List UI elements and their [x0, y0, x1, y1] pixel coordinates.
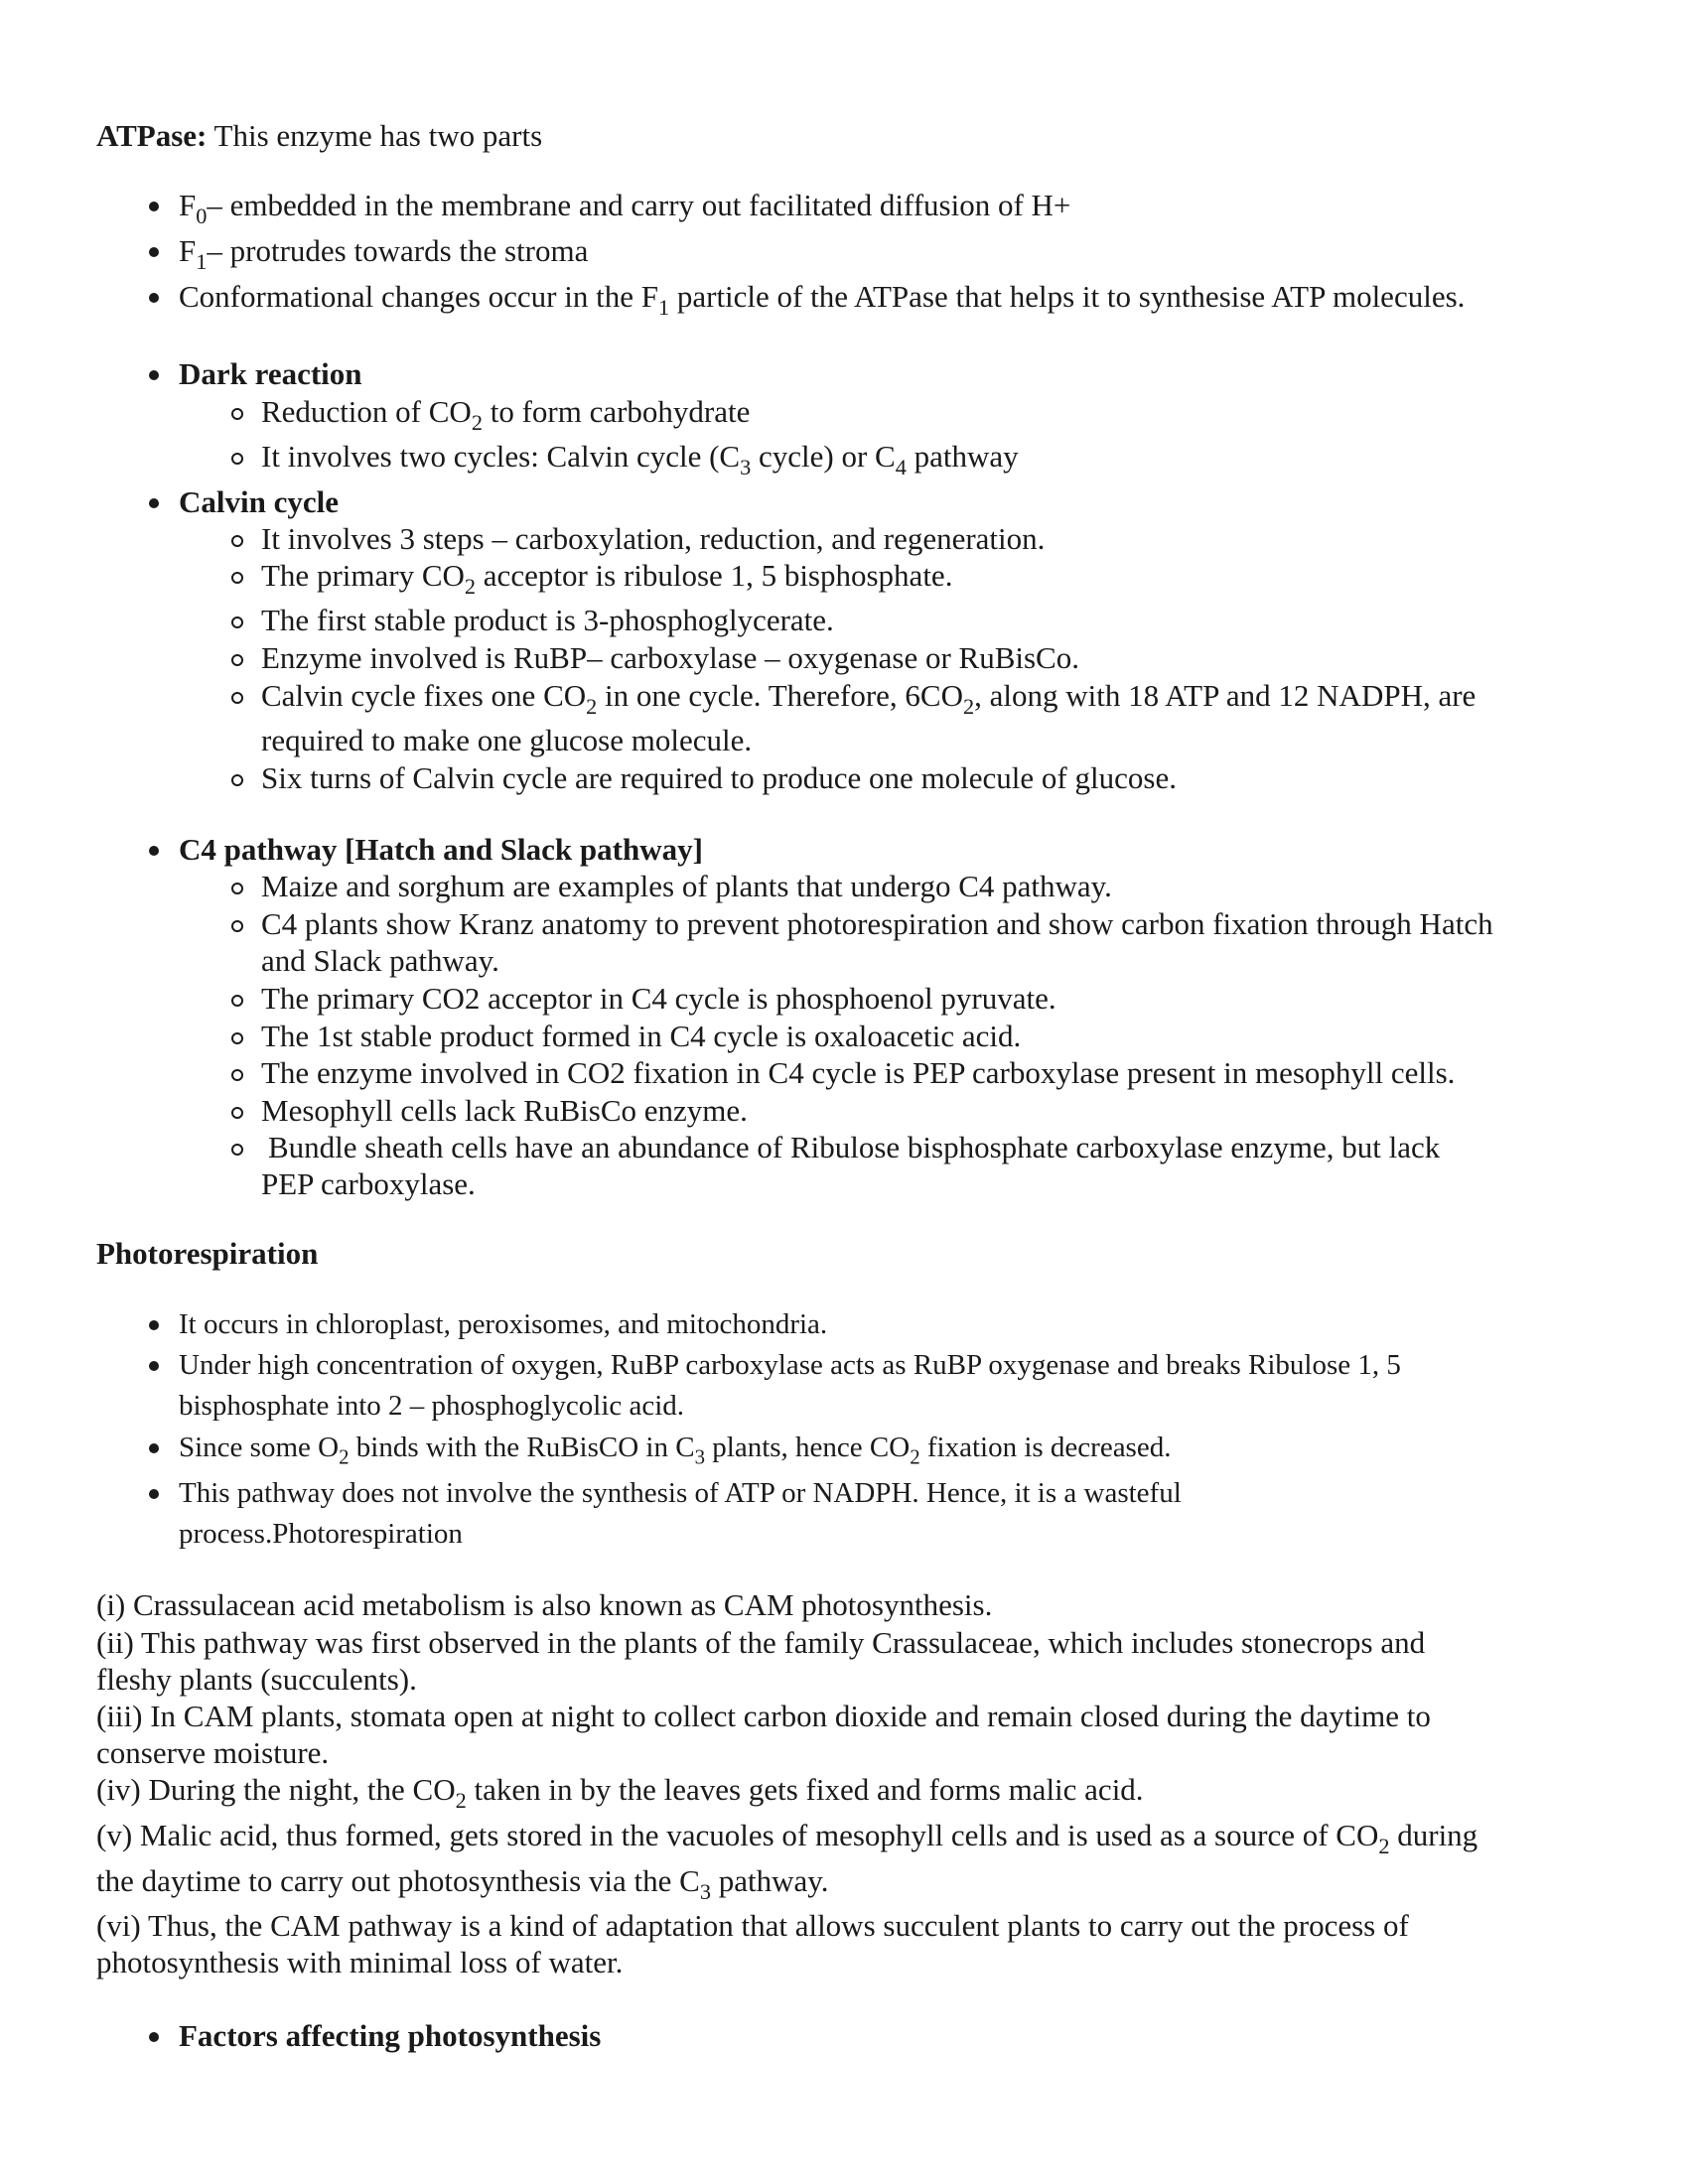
calvin-item: The first stable product is 3-phosphoglycerate. [261, 603, 834, 637]
bullet-icon [149, 1443, 159, 1453]
atpase-bullet-f1: $F_1-$ protrudes towards the stroma [179, 233, 589, 274]
cam-paragraph-continuation: photosynthesis with minimal loss of water. [96, 1945, 624, 1979]
atpase-heading-line [96, 117, 542, 155]
dark-reaction-item: Reduction of $CO_2$ to form carbohydrate [261, 394, 751, 435]
c4-item: The primary CO2 acceptor in C4 cycle is phosphoenol pyruvate. [261, 981, 1056, 1016]
circle-bullet-icon [231, 654, 243, 666]
circle-bullet-icon [231, 408, 243, 420]
circle-bullet-icon [231, 995, 243, 1007]
bullet-icon [149, 293, 159, 303]
bullet-icon [149, 1320, 159, 1330]
circle-bullet-icon [231, 453, 243, 465]
circle-bullet-icon [231, 774, 243, 786]
photorespiration-item: Since some $O_2$ binds with the RuBisCO in $C_3$ plants, hence $CO_2$ fixation is decreased. [179, 1432, 1172, 1469]
dark-reaction-heading: Dark reaction [179, 356, 362, 391]
atpase-heading-rest: This enzyme has two parts [207, 118, 543, 153]
atpase-heading: ATPase: [96, 118, 208, 153]
c4-item: The 1st stable product formed in C4 cycle is oxaloacetic acid. [261, 1019, 1022, 1053]
circle-bullet-icon [231, 883, 243, 894]
calvin-item: Enzyme involved is RuBP– carboxylase – oxygenase or RuBisCo. [261, 640, 1079, 675]
atpase-bullet-conformational: Conformational changes occur in the $F_1$ particle of the ATPase that helps it to synthesise ATP molecules. [179, 279, 1466, 320]
bullet-icon [149, 1361, 159, 1371]
cam-paragraph: (iv) During the night, the $CO_2$ taken in by the leaves gets fixed and forms malic acid. [96, 1772, 1144, 1813]
bullet-icon [149, 498, 159, 508]
calvin-cycle-heading: Calvin cycle [179, 484, 339, 519]
c4-item: C4 plants show Kranz anatomy to prevent photorespiration and show carbon fixation through Hatch [261, 906, 1493, 941]
atpase-bullet-f0: $F_0-$ embedded in the membrane and carry out facilitated diffusion of H+ [179, 188, 1071, 228]
calvin-item: It involves 3 steps – carboxylation, reduction, and regeneration. [261, 521, 1046, 556]
c4-item: The enzyme involved in CO2 fixation in C4 cycle is PEP carboxylase present in mesophyll cells. [261, 1055, 1456, 1090]
cam-paragraph-continuation: fleshy plants (succulents). [96, 1662, 417, 1697]
bullet-icon [149, 370, 159, 380]
circle-bullet-icon [231, 1032, 243, 1044]
calvin-item: Six turns of Calvin cycle are required to produce one molecule of glucose. [261, 760, 1177, 795]
c4-item: Maize and sorghum are examples of plants that undergo C4 pathway. [261, 869, 1112, 903]
calvin-item: Calvin cycle fixes one $CO_2$ in one cycle. Therefore, $6CO_2$, along with 18 ATP and 12 NADPH, are [261, 678, 1477, 719]
bullet-icon [149, 1489, 159, 1499]
bullet-icon [149, 247, 159, 257]
circle-bullet-icon [231, 616, 243, 628]
photorespiration-item: This pathway does not involve the synthesis of ATP or NADPH. Hence, it is a wasteful [179, 1477, 1182, 1509]
circle-bullet-icon [231, 535, 243, 547]
cam-paragraph-continuation: conserve moisture. [96, 1735, 330, 1770]
photorespiration-item: Under high concentration of oxygen, RuBP carboxylase acts as RuBP oxygenase and breaks Ribulose 1, 5 [179, 1349, 1401, 1381]
c4-pathway-heading: C4 pathway [Hatch and Slack pathway] [179, 832, 703, 867]
photorespiration-item: It occurs in chloroplast, peroxisomes, and mitochondria. [179, 1308, 828, 1340]
cam-paragraph: (v) Malic acid, thus formed, gets stored in the vacuoles of mesophyll cells and is used as a source of $CO_2$ during [96, 1818, 1478, 1858]
calvin-item: The primary $CO_2$ acceptor is ribulose 1, 5 bisphosphate. [261, 558, 953, 599]
bullet-icon [149, 202, 159, 211]
cam-paragraph-continuation: the daytime to carry out photosynthesis via the $C_3$ pathway. [96, 1863, 829, 1904]
c4-item-continuation: PEP carboxylase. [261, 1166, 476, 1201]
c4-item: Mesophyll cells lack RuBisCo enzyme. [261, 1093, 748, 1128]
dark-reaction-item: It involves two cycles: Calvin cycle ($C_3$ cycle) or $C_4$ pathway [261, 439, 1019, 479]
photorespiration-item-continuation: bisphosphate into 2 – phosphoglycolic acid. [179, 1390, 685, 1422]
bullet-icon [149, 846, 159, 856]
circle-bullet-icon [231, 1107, 243, 1119]
cam-paragraph: (ii) This pathway was first observed in the plants of the family Crassulaceae, which includes stonecrops and [96, 1625, 1426, 1660]
c4-item: Bundle sheath cells have an abundance of Ribulose bisphosphate carboxylase enzyme, but lack [268, 1130, 1441, 1164]
cam-paragraph: (iii) In CAM plants, stomata open at night to collect carbon dioxide and remain closed during the daytime to [96, 1699, 1431, 1733]
photorespiration-heading: Photorespiration [96, 1236, 319, 1271]
factors-heading: Factors affecting photosynthesis [179, 2018, 602, 2053]
circle-bullet-icon [231, 1069, 243, 1081]
circle-bullet-icon [231, 1144, 243, 1156]
bullet-icon [149, 2032, 159, 2042]
cam-paragraph: (vi) Thus, the CAM pathway is a kind of adaptation that allows succulent plants to carry out the process of [96, 1908, 1409, 1943]
c4-item-continuation: and Slack pathway. [261, 943, 499, 978]
circle-bullet-icon [231, 572, 243, 584]
calvin-item-continuation: required to make one glucose molecule. [261, 723, 753, 757]
circle-bullet-icon [231, 692, 243, 704]
circle-bullet-icon [231, 920, 243, 932]
cam-paragraph: (i) Crassulacean acid metabolism is also known as CAM photosynthesis. [96, 1587, 993, 1622]
photorespiration-item-continuation: process.Photorespiration [179, 1518, 463, 1550]
